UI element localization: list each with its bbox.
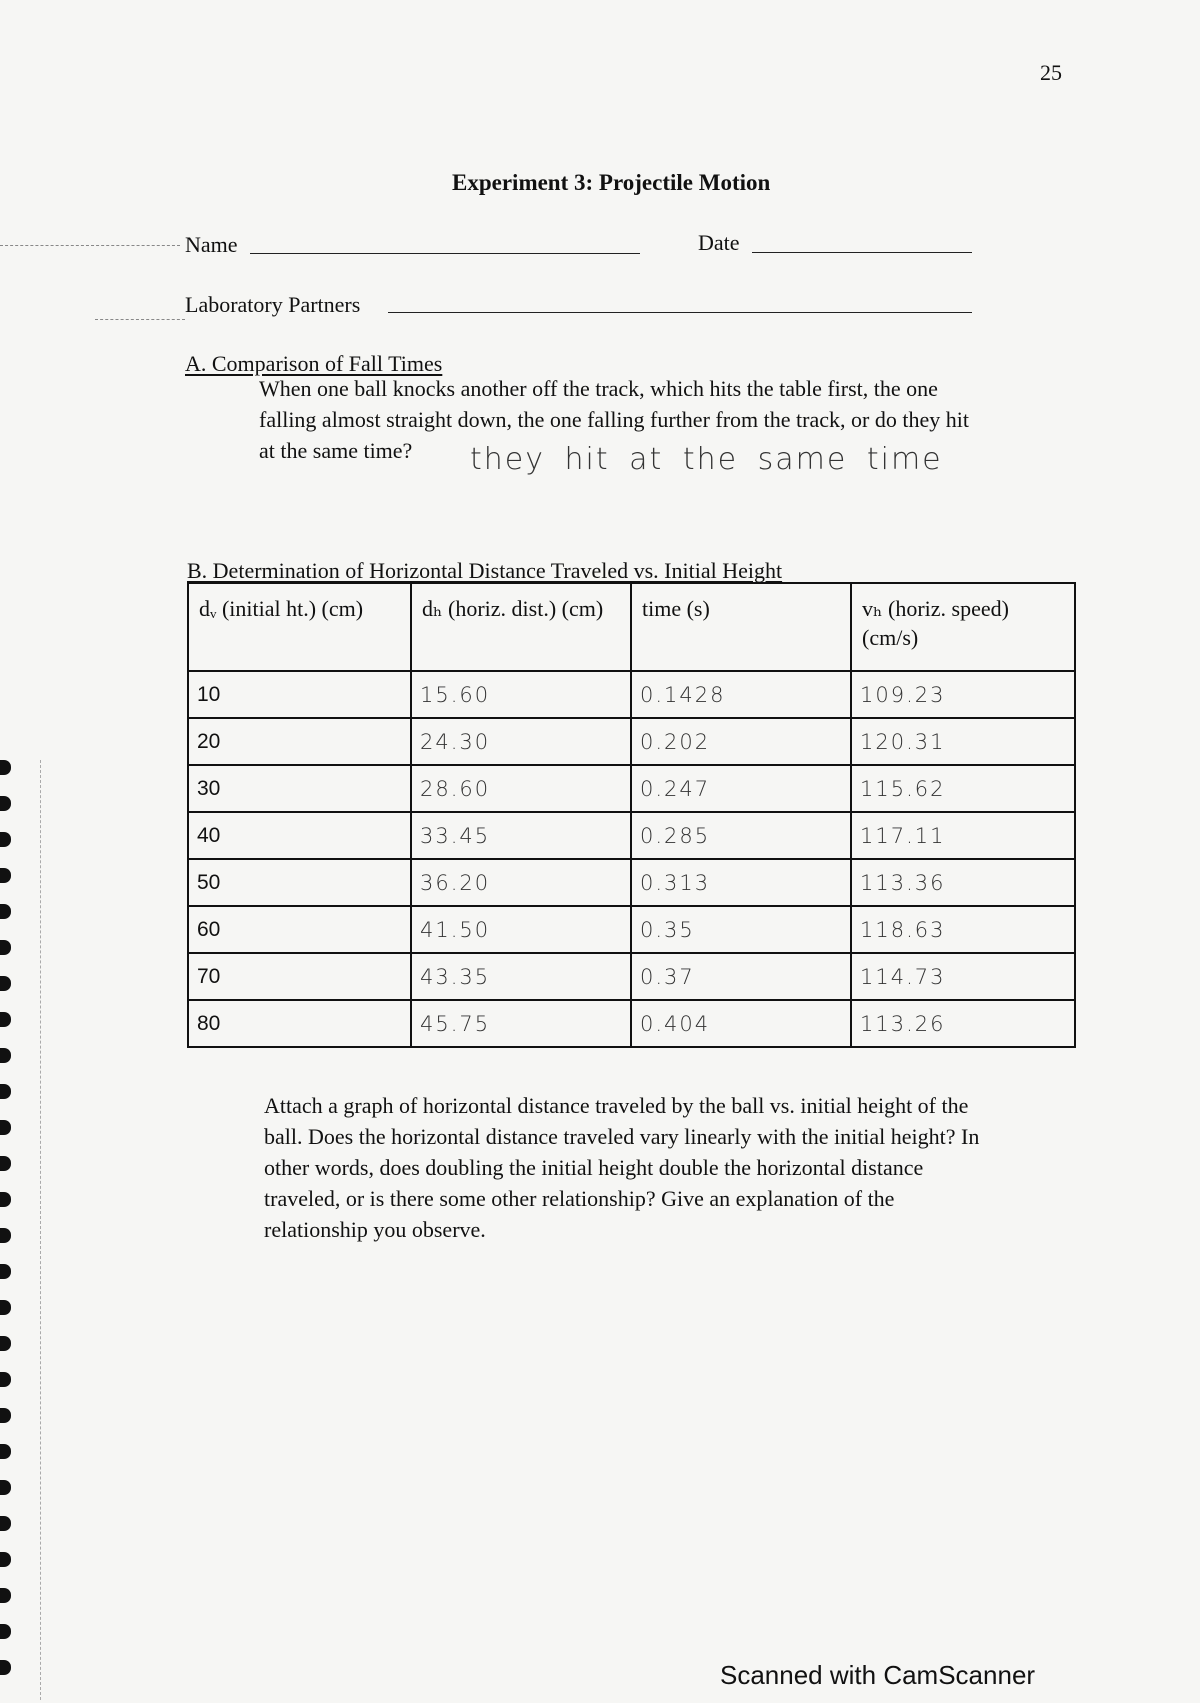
answer-handwritten: they hit at the same time bbox=[470, 442, 943, 477]
binding-hole bbox=[0, 940, 11, 955]
table-row bbox=[188, 906, 1075, 953]
initial-height-cell: 80 bbox=[188, 1000, 411, 1047]
binding-hole bbox=[0, 1516, 11, 1531]
graph-instructions bbox=[264, 1090, 979, 1245]
binding-hole bbox=[0, 1156, 11, 1171]
horizontal-distance-cell: 15.60 bbox=[411, 671, 631, 718]
binding-hole bbox=[0, 1408, 11, 1423]
initial-height-cell: 70 bbox=[188, 953, 411, 1000]
speed-cell: 115.62 bbox=[851, 765, 1075, 812]
time-cell: 0.35 bbox=[631, 906, 851, 953]
name-label: Name bbox=[185, 232, 238, 257]
question-line: at the same time? bbox=[259, 438, 413, 463]
speed-cell: 120.31 bbox=[851, 718, 1075, 765]
speed-cell: 113.36 bbox=[851, 859, 1075, 906]
table-row bbox=[188, 765, 1075, 812]
date-field[interactable] bbox=[752, 252, 972, 253]
binding-hole bbox=[0, 1552, 11, 1567]
initial-height-cell: 60 bbox=[188, 906, 411, 953]
table-row bbox=[188, 812, 1075, 859]
instruction-line: other words, does doubling the initial height double the horizontal distance bbox=[264, 1155, 924, 1180]
speed-cell: 113.26 bbox=[851, 1000, 1075, 1047]
initial-height-cell: 40 bbox=[188, 812, 411, 859]
binding-hole bbox=[0, 1300, 11, 1315]
table-header-row bbox=[188, 583, 1075, 671]
date-label: Date bbox=[698, 230, 740, 255]
table-row bbox=[188, 1000, 1075, 1047]
binding-hole bbox=[0, 1048, 11, 1063]
binding-hole bbox=[0, 1228, 11, 1243]
binding-hole bbox=[0, 904, 11, 919]
table-row bbox=[188, 953, 1075, 1000]
speed-cell: 109.23 bbox=[851, 671, 1075, 718]
binding-hole bbox=[0, 832, 11, 847]
binding-hole bbox=[0, 1480, 11, 1495]
camscanner-watermark: Scanned with CamScanner bbox=[720, 1660, 1036, 1690]
horizontal-distance-cell: 45.75 bbox=[411, 1000, 631, 1047]
binding-hole bbox=[0, 760, 11, 775]
binding-hole bbox=[0, 1084, 11, 1099]
initial-height-cell: 10 bbox=[188, 671, 411, 718]
horizontal-distance-cell: 41.50 bbox=[411, 906, 631, 953]
time-cell: 0.404 bbox=[631, 1000, 851, 1047]
question-line: When one ball knocks another off the track, which hits the table first, the one bbox=[259, 376, 938, 401]
binding-hole bbox=[0, 1012, 11, 1027]
binding-hole bbox=[0, 1120, 11, 1135]
speed-cell: 114.73 bbox=[851, 953, 1075, 1000]
binding-hole bbox=[0, 796, 11, 811]
table-row bbox=[188, 671, 1075, 718]
binding-hole bbox=[0, 1192, 11, 1207]
time-cell: 0.285 bbox=[631, 812, 851, 859]
partners-label: Laboratory Partners bbox=[185, 292, 361, 317]
instruction-line: relationship you observe. bbox=[264, 1217, 486, 1242]
scan-dash-line bbox=[0, 245, 180, 246]
binding-hole bbox=[0, 1588, 11, 1603]
section-b-heading: B. Determination of Horizontal Distance Traveled vs. Initial Height bbox=[187, 558, 783, 583]
binding-hole bbox=[0, 1372, 11, 1387]
table-row bbox=[188, 859, 1075, 906]
instruction-line: Attach a graph of horizontal distance traveled by the ball vs. initial height of the bbox=[264, 1093, 969, 1118]
binding-hole bbox=[0, 868, 11, 883]
time-cell: 0.37 bbox=[631, 953, 851, 1000]
time-cell: 0.1428 bbox=[631, 671, 851, 718]
horizontal-distance-cell: 36.20 bbox=[411, 859, 631, 906]
margin-line bbox=[40, 760, 41, 1700]
instruction-line: traveled, or is there some other relationship? Give an explanation of the bbox=[264, 1186, 895, 1211]
column-header-horizontal-speed: vₕ (horiz. speed) (cm/s) bbox=[851, 583, 1075, 671]
speed-cell: 118.63 bbox=[851, 906, 1075, 953]
binding-hole bbox=[0, 1336, 11, 1351]
horizontal-distance-cell: 43.35 bbox=[411, 953, 631, 1000]
page-title: Experiment 3: Projectile Motion bbox=[452, 170, 771, 195]
spiral-binding bbox=[0, 760, 14, 1700]
partners-field[interactable] bbox=[388, 312, 972, 313]
initial-height-cell: 20 bbox=[188, 718, 411, 765]
section-a-heading: A. Comparison of Fall Times bbox=[185, 351, 443, 376]
binding-hole bbox=[0, 1444, 11, 1459]
horizontal-distance-cell: 28.60 bbox=[411, 765, 631, 812]
binding-hole bbox=[0, 1624, 11, 1639]
initial-height-cell: 50 bbox=[188, 859, 411, 906]
column-header-initial-height: dᵥ (initial ht.) (cm) bbox=[188, 583, 411, 671]
column-header-horizontal-distance: dₕ (horiz. dist.) (cm) bbox=[411, 583, 631, 671]
binding-hole bbox=[0, 976, 11, 991]
time-cell: 0.202 bbox=[631, 718, 851, 765]
initial-height-cell: 30 bbox=[188, 765, 411, 812]
time-cell: 0.247 bbox=[631, 765, 851, 812]
name-field[interactable] bbox=[250, 253, 640, 254]
binding-hole bbox=[0, 1660, 11, 1675]
horizontal-distance-cell: 24.30 bbox=[411, 718, 631, 765]
page-number: 25 bbox=[1040, 60, 1062, 85]
question-line: falling almost straight down, the one falling further from the track, or do they hit bbox=[259, 407, 969, 432]
scan-dash-line bbox=[95, 319, 185, 320]
data-table bbox=[187, 582, 1076, 1048]
horizontal-distance-cell: 33.45 bbox=[411, 812, 631, 859]
time-cell: 0.313 bbox=[631, 859, 851, 906]
column-header-time: time (s) bbox=[631, 583, 851, 671]
binding-hole bbox=[0, 1264, 11, 1279]
table-row bbox=[188, 718, 1075, 765]
speed-cell: 117.11 bbox=[851, 812, 1075, 859]
instruction-line: ball. Does the horizontal distance traveled vary linearly with the initial height? In bbox=[264, 1124, 980, 1149]
